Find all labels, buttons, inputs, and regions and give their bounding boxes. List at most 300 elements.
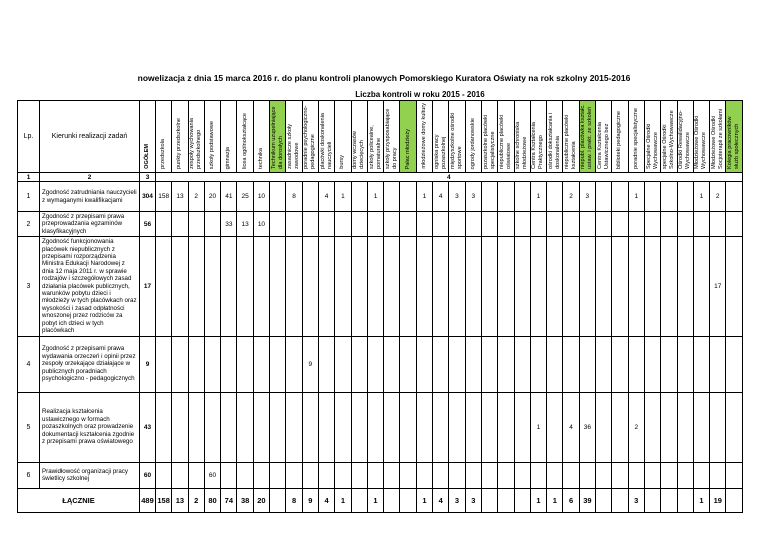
row-cell [661, 212, 677, 237]
row-cell [449, 462, 465, 488]
row-cell [547, 182, 563, 212]
row-cell [318, 336, 334, 392]
column-header-label: bursy [339, 155, 346, 169]
row-total: 9 [140, 336, 156, 392]
row-cell [286, 212, 302, 237]
row-cell [563, 336, 579, 392]
total-cell: 1 [335, 488, 351, 512]
row-cell [547, 212, 563, 237]
row-cell [335, 212, 351, 237]
row-cell: 36 [579, 392, 595, 462]
row-cell [384, 237, 400, 336]
row-cell [693, 392, 709, 462]
row-cell [400, 392, 416, 462]
total-cell: 1 [416, 488, 432, 512]
row-cell [726, 182, 742, 212]
column-header-label: placówki doskonalenia nauczycieli [319, 113, 333, 169]
row-cell [286, 392, 302, 462]
row-cell [465, 212, 481, 237]
row-cell: 17 [710, 237, 726, 336]
total-cell [351, 488, 367, 512]
header-ogolem: OGÓŁEM [140, 101, 156, 173]
total-cell: 38 [237, 488, 253, 512]
row-cell [726, 336, 742, 392]
row-cell [433, 462, 449, 488]
row-cell [514, 336, 530, 392]
row-cell [449, 212, 465, 237]
row-cell [253, 336, 269, 392]
row-cell [270, 237, 286, 336]
column-header-label: Centra Kształcenia Ustawicznego bez [596, 122, 610, 169]
row-cell [596, 182, 612, 212]
row-cell [514, 462, 530, 488]
row-cell [367, 392, 383, 462]
row-cell [237, 392, 253, 462]
row-cell [270, 462, 286, 488]
total-cell: 8 [286, 488, 302, 512]
row-cell [400, 182, 416, 212]
column-header-label: specjalne Ośrodki Szkolno-Wychowawcze [661, 110, 675, 169]
total-cell: 4 [433, 488, 449, 512]
row-cell [318, 212, 334, 237]
row-cell [351, 182, 367, 212]
row-cell [188, 462, 204, 488]
row-cell [661, 336, 677, 392]
row-task: Zgodność funkcjonowania placówek niepublicznych z przepisami rozporządzenia Ministra Edukacji Narodowej z dnia 12 maja 2011 r. w sprawie rodzajów i szczegółowych zasad działania placówek publicznych, warunków pobytu dzieci i młodzieży w tych placówkach oraz wysokości i zasad odpłatności wnoszonej przez rodziców za pobyt ich dzieci w tych placówkach [40, 237, 140, 336]
column-header-label: ośrodki dokształcania i doskonalenia [547, 112, 561, 169]
column-header [221, 101, 237, 173]
row-cell [465, 336, 481, 392]
column-header [433, 101, 449, 173]
row-cell [498, 237, 514, 336]
row-cell [579, 212, 595, 237]
row-total: 17 [140, 237, 156, 336]
row-cell [188, 212, 204, 237]
row-cell [384, 336, 400, 392]
row-cell [351, 336, 367, 392]
table-row [18, 462, 743, 488]
row-cell [628, 237, 644, 336]
row-cell [596, 212, 612, 237]
row-cell: 4 [318, 182, 334, 212]
row-cell [710, 462, 726, 488]
row-cell [384, 212, 400, 237]
row-cell [156, 462, 172, 488]
column-header [514, 101, 530, 173]
row-cell [481, 182, 497, 212]
row-cell [726, 462, 742, 488]
total-cell: 13 [172, 488, 188, 512]
row-cell [286, 237, 302, 336]
total-cell [661, 488, 677, 512]
row-cell [563, 237, 579, 336]
row-cell [644, 182, 660, 212]
row-cell [156, 212, 172, 237]
row-cell [563, 212, 579, 237]
row-number: 5 [18, 392, 40, 462]
row-cell: 10 [253, 212, 269, 237]
row-cell: 2 [710, 182, 726, 212]
row-cell [693, 336, 709, 392]
row-cell [514, 237, 530, 336]
column-header [335, 101, 351, 173]
row-cell: 158 [156, 182, 172, 212]
row-cell [351, 237, 367, 336]
column-header [237, 101, 253, 173]
row-cell [481, 237, 497, 336]
total-cell: 1 [693, 488, 709, 512]
total-cell: 80 [204, 488, 220, 512]
index-4: 4 [156, 173, 743, 182]
row-cell [270, 182, 286, 212]
column-header-label: Ośrodki Rewalidacyjno-Wychowawcze [678, 110, 692, 169]
column-header-label: młodzieżowe domy kultury [420, 103, 427, 169]
column-header [498, 101, 514, 173]
row-number: 6 [18, 462, 40, 488]
row-cell [481, 462, 497, 488]
row-cell: 4 [563, 392, 579, 462]
total-cell: 74 [221, 488, 237, 512]
table-row [18, 237, 743, 336]
row-cell: 2 [628, 392, 644, 462]
row-cell [286, 462, 302, 488]
row-cell: 41 [221, 182, 237, 212]
column-header-label: biblioteki pedagogiczne [616, 110, 623, 169]
row-task: Realizacja kształcenia ustawicznego w formach pozaszkolnych oraz prowadzenie dokumentacji kształcenia zgodnie z przepisami prawa oświatowego [40, 392, 140, 462]
row-cell [335, 462, 351, 488]
row-cell [644, 212, 660, 237]
column-header [563, 101, 579, 173]
row-cell [612, 237, 628, 336]
row-cell [433, 336, 449, 392]
column-header-label: zasadnicze szkoły zawodowe [287, 123, 301, 169]
column-header [367, 101, 383, 173]
row-cell [433, 237, 449, 336]
row-cell [547, 237, 563, 336]
column-header [726, 101, 742, 173]
column-header-label: Młodzieżowe Ośrodki Wychowawcze [694, 115, 708, 169]
row-cell [644, 336, 660, 392]
row-cell [498, 462, 514, 488]
row-cell [318, 392, 334, 462]
row-cell [416, 392, 432, 462]
row-cell [433, 392, 449, 462]
row-cell [172, 462, 188, 488]
column-header [693, 101, 709, 173]
total-cell [498, 488, 514, 512]
control-plan-table [17, 100, 743, 513]
row-cell [270, 392, 286, 462]
row-cell [367, 237, 383, 336]
row-cell: 9 [302, 336, 318, 392]
row-cell [172, 392, 188, 462]
row-cell: 1 [335, 182, 351, 212]
column-header [710, 101, 726, 173]
row-cell [302, 392, 318, 462]
row-cell [367, 336, 383, 392]
row-cell: 1 [416, 182, 432, 212]
column-header [253, 101, 269, 173]
row-cell [302, 212, 318, 237]
row-cell [644, 237, 660, 336]
row-cell [400, 212, 416, 237]
table-subtitle: Liczba kontroli w roku 2015 - 2016 [355, 90, 485, 99]
row-cell [710, 212, 726, 237]
total-label: ŁĄCZNIE [18, 488, 140, 512]
column-header [416, 101, 432, 173]
index-1: 1 [18, 173, 40, 182]
table-row [18, 336, 743, 392]
row-cell [677, 212, 693, 237]
row-cell [693, 462, 709, 488]
row-cell: 20 [204, 182, 220, 212]
row-cell [677, 237, 693, 336]
row-task: Prawidłowość organizacji pracy świetlicy szkolnej [40, 462, 140, 488]
column-header [596, 101, 612, 173]
row-cell [367, 462, 383, 488]
row-cell [433, 212, 449, 237]
row-cell [204, 392, 220, 462]
row-cell [416, 212, 432, 237]
row-cell [351, 212, 367, 237]
total-cell [481, 488, 497, 512]
total-cell: 3 [628, 488, 644, 512]
row-cell [400, 336, 416, 392]
index-3: 3 [140, 173, 156, 182]
column-header-label: szkolne schroniska młodzieżowe [515, 121, 529, 169]
column-header-label: Pałac młodzieży [404, 128, 411, 169]
column-header [318, 101, 334, 173]
row-cell: 1 [530, 182, 546, 212]
column-header [204, 101, 220, 173]
column-header-label: międzyszkolne ośrodki sportowe [449, 112, 463, 169]
row-cell [188, 237, 204, 336]
column-header-label: niepubliczne placówki oświatowe [498, 114, 512, 169]
row-cell [253, 392, 269, 462]
row-cell: 3 [579, 182, 595, 212]
row-cell [400, 462, 416, 488]
row-cell [270, 336, 286, 392]
row-cell [351, 392, 367, 462]
row-cell [677, 392, 693, 462]
row-cell [661, 182, 677, 212]
row-cell: 33 [221, 212, 237, 237]
row-cell [367, 212, 383, 237]
row-cell [270, 212, 286, 237]
row-cell: 10 [253, 182, 269, 212]
column-header-label: niepubliczne placówki kształcenia [564, 114, 578, 169]
row-cell [514, 392, 530, 462]
column-header [172, 101, 188, 173]
row-cell [677, 462, 693, 488]
row-cell: 1 [530, 392, 546, 462]
row-cell [726, 237, 742, 336]
row-cell [221, 392, 237, 462]
total-cell: 39 [579, 488, 595, 512]
row-cell [384, 392, 400, 462]
column-header-label: Centra Kształcenia Praktycznego [531, 122, 545, 169]
total-row [18, 488, 743, 512]
column-header-label: ogniska pracy pozaszkolnej [433, 134, 447, 169]
row-cell [400, 237, 416, 336]
row-cell [481, 392, 497, 462]
row-cell [628, 336, 644, 392]
column-header-label: niepubl. placówka kształc. ustaw. i prakt. ze szkoleń [580, 104, 594, 169]
row-cell [498, 392, 514, 462]
row-cell [498, 336, 514, 392]
total-cell [270, 488, 286, 512]
column-header-label: Młodzieżowe Ośrodki Socjoterapii ze szkołami [710, 108, 724, 169]
row-total: 60 [140, 462, 156, 488]
column-header-label: przedszkola [160, 139, 167, 169]
total-cell: 3 [449, 488, 465, 512]
row-cell [237, 462, 253, 488]
total-cell: 1 [530, 488, 546, 512]
total-cell [400, 488, 416, 512]
column-header [579, 101, 595, 173]
column-header-label: szkoły policealne, pomaturalne [368, 125, 382, 169]
row-cell [384, 462, 400, 488]
row-cell [449, 392, 465, 462]
row-cell [628, 212, 644, 237]
row-cell [416, 237, 432, 336]
column-header-label: poradnie specjalistyczne [632, 108, 639, 169]
column-header-label: Technikum uzupełniające dla dorosłych [270, 106, 284, 169]
header-row [18, 101, 743, 173]
row-cell [514, 182, 530, 212]
row-cell [563, 462, 579, 488]
row-cell [253, 237, 269, 336]
column-header-label: szkoły przysposabiające do pracy [384, 108, 398, 169]
row-cell [221, 462, 237, 488]
row-cell [661, 392, 677, 462]
total-cell: 6 [563, 488, 579, 512]
row-cell [237, 336, 253, 392]
row-cell [237, 237, 253, 336]
row-cell [596, 237, 612, 336]
column-header-label: technika [257, 148, 264, 169]
row-cell: 2 [563, 182, 579, 212]
row-cell [726, 212, 742, 237]
row-cell [514, 212, 530, 237]
row-cell [596, 462, 612, 488]
row-cell: 8 [286, 182, 302, 212]
row-cell [351, 462, 367, 488]
row-cell [693, 212, 709, 237]
total-cell [612, 488, 628, 512]
column-header [644, 101, 660, 173]
column-header [384, 101, 400, 173]
row-cell [530, 237, 546, 336]
row-cell [156, 336, 172, 392]
table-row [18, 212, 743, 237]
row-cell [156, 237, 172, 336]
column-header-label: licea ogólnokształcące [241, 113, 248, 169]
total-cell: 2 [188, 488, 204, 512]
row-number: 1 [18, 182, 40, 212]
row-cell [465, 462, 481, 488]
row-cell: 25 [237, 182, 253, 212]
row-cell: 3 [449, 182, 465, 212]
row-cell [677, 182, 693, 212]
column-header-label: punkty przedszkolne [176, 118, 183, 169]
column-header [628, 101, 644, 173]
column-header [351, 101, 367, 173]
row-cell [172, 212, 188, 237]
column-header-label: pozaszkolne placówki specjalistyczne [482, 114, 496, 169]
row-cell [481, 336, 497, 392]
row-cell: 1 [628, 182, 644, 212]
row-cell [286, 336, 302, 392]
total-cell: 9 [302, 488, 318, 512]
column-header [612, 101, 628, 173]
row-number: 2 [18, 212, 40, 237]
row-cell [449, 336, 465, 392]
row-cell [726, 392, 742, 462]
row-task: Zgodność zatrudniania nauczycieli z wymaganymi kwalifikacjami [40, 182, 140, 212]
table-row [18, 392, 743, 462]
row-cell [302, 462, 318, 488]
column-header [270, 101, 286, 173]
row-cell [530, 462, 546, 488]
index-row [18, 173, 743, 182]
row-number: 4 [18, 336, 40, 392]
row-cell: 4 [433, 182, 449, 212]
row-cell [530, 212, 546, 237]
row-cell [384, 182, 400, 212]
column-header-label: Kolegia pracowników służb społecznych [727, 116, 741, 169]
row-cell [661, 237, 677, 336]
row-cell [693, 237, 709, 336]
row-cell [335, 237, 351, 336]
row-cell: 13 [237, 212, 253, 237]
row-cell [547, 392, 563, 462]
total-cell: 4 [318, 488, 334, 512]
row-cell [677, 336, 693, 392]
row-cell [204, 336, 220, 392]
row-cell: 2 [188, 182, 204, 212]
column-header [449, 101, 465, 173]
index-2: 2 [40, 173, 140, 182]
column-header [286, 101, 302, 173]
row-cell [318, 462, 334, 488]
row-cell [579, 237, 595, 336]
row-cell [612, 182, 628, 212]
row-cell [530, 336, 546, 392]
column-header [400, 101, 416, 173]
table-row [18, 182, 743, 212]
row-cell [204, 237, 220, 336]
row-cell [596, 392, 612, 462]
total-cell: 20 [253, 488, 269, 512]
row-cell [644, 392, 660, 462]
column-header [547, 101, 563, 173]
row-cell [253, 462, 269, 488]
row-cell [172, 336, 188, 392]
row-cell [335, 392, 351, 462]
row-cell [612, 212, 628, 237]
column-header-label: zespoły wychowania przedszkolnego [189, 118, 203, 169]
row-cell [318, 237, 334, 336]
total-cell: 1 [367, 488, 383, 512]
row-cell [498, 212, 514, 237]
row-cell [465, 392, 481, 462]
row-cell [481, 212, 497, 237]
row-cell [661, 462, 677, 488]
row-task: Zgodność z przepisami prawa przeprowadzania egzaminów klasyfikacyjnych [40, 212, 140, 237]
row-cell [628, 462, 644, 488]
total-cell [644, 488, 660, 512]
